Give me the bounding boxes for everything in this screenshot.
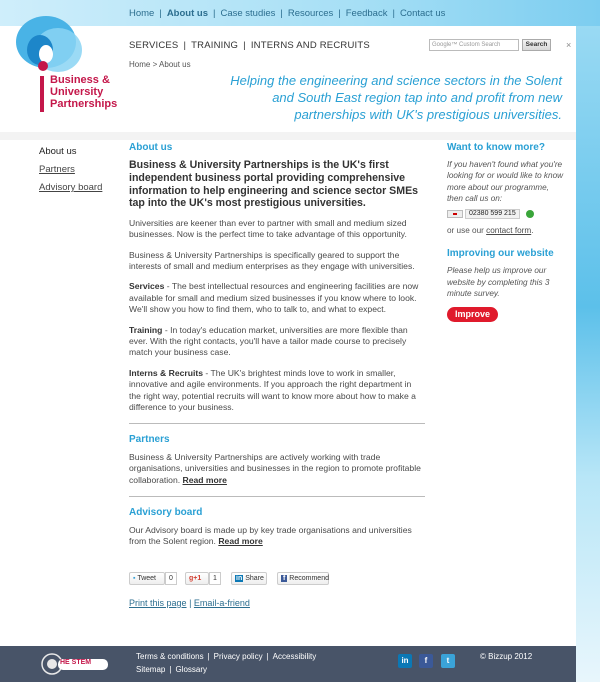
linkedin-icon: in xyxy=(236,575,243,582)
paragraph-1: Universities are keener than ever to partner with small and medium sized businesses. Now is the perfect time to take advantage of this opportunity. xyxy=(129,217,407,240)
side-nav-about-us[interactable]: About us xyxy=(39,146,77,157)
nav-separator: | xyxy=(159,8,162,19)
subnav-training[interactable]: TRAINING xyxy=(191,40,239,51)
linkedin-label: Share xyxy=(245,575,264,582)
side-nav-advisory-board[interactable]: Advisory board xyxy=(39,182,103,193)
nav-case-studies[interactable]: Case studies xyxy=(220,8,276,19)
footer-links-row-2 xyxy=(136,663,316,676)
nav-separator: | xyxy=(392,8,395,19)
footer-separator: | xyxy=(207,652,210,661)
advisory-heading: Advisory board xyxy=(129,507,203,519)
footer-links-row-1 xyxy=(136,650,316,663)
print-links-separator: | xyxy=(189,598,192,608)
logo-line-3: Partnerships xyxy=(50,98,118,110)
search-box xyxy=(429,39,549,51)
lead-paragraph: Business & University Partnerships is the UK's first independent business portal providing comprehensive information to help engineering and science sector SMEs tap into the UK's most prestigious universities. xyxy=(129,159,419,210)
uk-flag-icon xyxy=(447,210,463,218)
search-input[interactable]: Google™ Custom Search xyxy=(429,39,519,51)
search-button[interactable]: Search xyxy=(522,39,551,51)
tweet-button[interactable] xyxy=(129,572,165,585)
interns-paragraph xyxy=(129,368,425,414)
improve-heading: Improving our website xyxy=(447,248,554,260)
footer-links xyxy=(136,650,316,676)
copyright: © Bizzup 2012 xyxy=(480,652,533,661)
tagline: Helping the engineering and science sectors in the Solent and South East region tap into and profit from new partnerships with UK's prestigious universities. xyxy=(230,73,562,122)
logo-line-1: Business & xyxy=(50,74,110,86)
sub-nav xyxy=(129,40,370,51)
right-sidebar xyxy=(447,142,567,322)
know-more-text: If you haven't found what you're looking for or would like to know more about our programme, then call us on: xyxy=(447,160,564,203)
logo-line-2: University xyxy=(50,86,104,98)
footer-sitemap-link[interactable]: Sitemap xyxy=(136,665,166,674)
footer-glossary-link[interactable]: Glossary xyxy=(175,665,207,674)
training-text: - In today's education market, universities are more flexible than ever. With the right contacts, you'll have a tailor made course to precisely match your business case. xyxy=(129,324,408,358)
google-plus-label: +1 xyxy=(193,575,202,582)
side-nav-partners[interactable]: Partners xyxy=(39,164,75,175)
facebook-recommend-button[interactable] xyxy=(277,572,329,585)
linkedin-share-button[interactable] xyxy=(231,572,267,585)
close-icon[interactable]: × xyxy=(566,40,572,50)
phone-widget[interactable] xyxy=(447,209,567,219)
facebook-icon[interactable]: f xyxy=(419,654,433,668)
logo-text[interactable] xyxy=(50,74,117,110)
nav-about-us[interactable]: About us xyxy=(166,8,208,19)
or-use-text: or use our xyxy=(447,226,487,236)
services-paragraph xyxy=(129,281,425,315)
share-bar xyxy=(129,572,389,586)
paragraph-2: Business & University Partnerships is specifically geared to support the interests of small and medium enterprises as they engage with universities. xyxy=(129,249,415,271)
subnav-separator: | xyxy=(183,40,187,51)
header xyxy=(0,0,576,132)
advisory-read-more-link[interactable]: Read more xyxy=(218,535,263,546)
partners-text: Business & University Partnerships are actively working with trade organisations, universities and businesses in the region to promote profitable collaboration. xyxy=(129,451,421,485)
google-plus-icon: g xyxy=(189,575,194,582)
google-plus-button[interactable] xyxy=(185,572,209,585)
footer-terms-link[interactable]: Terms & conditions xyxy=(136,652,204,661)
contact-form-period: . xyxy=(531,226,534,236)
logo-bar xyxy=(40,76,44,112)
contact-form-line xyxy=(447,225,567,236)
footer xyxy=(0,646,576,682)
partners-heading: Partners xyxy=(129,434,170,446)
he-stem-logo-text: HE STEM xyxy=(60,659,92,666)
breadcrumb-current: About us xyxy=(159,60,191,69)
footer-accessibility-link[interactable]: Accessibility xyxy=(272,652,317,661)
facebook-label: Recommend xyxy=(289,575,329,582)
training-label: Training xyxy=(129,324,163,335)
interns-text: - The UK's brightest minds love to work in smaller, innovative and agile environments. If you approach the right department in the right way, potential recruits will want to know more about how to make a difference to your business. xyxy=(129,367,416,413)
services-text: - The best intellectual resources and engineering facilities are now available for small and medium sized businesses if you know where to look. We'll show you how to find them, who to talk to, and what to expect. xyxy=(129,281,419,315)
breadcrumb-home[interactable]: Home xyxy=(129,60,151,69)
nav-separator: | xyxy=(280,8,283,19)
subnav-services[interactable]: SERVICES xyxy=(129,40,179,51)
header-divider xyxy=(0,132,576,140)
nav-home[interactable]: Home xyxy=(129,8,155,19)
email-friend-link[interactable]: Email-a-friend xyxy=(193,598,250,608)
subnav-separator: | xyxy=(243,40,246,51)
main-content xyxy=(129,142,425,556)
partners-read-more-link[interactable]: Read more xyxy=(182,474,227,485)
advisory-paragraph xyxy=(129,525,425,548)
call-icon[interactable] xyxy=(526,210,534,218)
contact-form-link[interactable]: contact form xyxy=(486,226,532,236)
subnav-interns[interactable]: INTERNS AND RECRUITS xyxy=(250,40,370,51)
top-nav xyxy=(129,8,445,22)
improve-button[interactable]: Improve xyxy=(447,307,498,322)
services-label: Services xyxy=(129,281,165,292)
side-nav xyxy=(39,143,102,197)
page-background-edge xyxy=(576,0,600,682)
know-more-heading: Want to know more? xyxy=(447,142,545,153)
google-plus-count: 1 xyxy=(209,572,221,585)
about-heading: About us xyxy=(129,142,173,153)
training-paragraph xyxy=(129,325,425,359)
interns-label: Interns & Recruits xyxy=(129,367,204,378)
nav-resources[interactable]: Resources xyxy=(287,8,334,19)
twitter-bird-icon: ▪ xyxy=(133,575,136,582)
print-page-link[interactable]: Print this page xyxy=(129,598,187,608)
footer-separator: | xyxy=(266,652,269,661)
improve-text: Please help us improve our website by completing this 3 minute survey. xyxy=(447,266,550,298)
nav-contact-us[interactable]: Contact us xyxy=(399,8,446,19)
linkedin-icon[interactable]: in xyxy=(398,654,412,668)
footer-separator: | xyxy=(169,665,172,674)
breadcrumb xyxy=(129,60,191,69)
section-divider xyxy=(129,496,425,497)
print-links xyxy=(129,598,250,608)
footer-privacy-link[interactable]: Privacy policy xyxy=(213,652,263,661)
nav-separator: | xyxy=(338,8,341,19)
facebook-icon: f xyxy=(283,575,286,582)
partners-paragraph xyxy=(129,452,425,486)
section-divider xyxy=(129,423,425,424)
phone-number: 02380 599 215 xyxy=(465,209,520,219)
tweet-label: Tweet xyxy=(137,575,156,582)
nav-feedback[interactable]: Feedback xyxy=(345,8,388,19)
tweet-count: 0 xyxy=(165,572,177,585)
breadcrumb-separator: > xyxy=(150,60,160,69)
twitter-icon[interactable]: t xyxy=(441,654,455,668)
advisory-text: Our Advisory board is made up by key trade organisations and universities from the Solent region. xyxy=(129,524,412,546)
nav-separator: | xyxy=(212,8,216,19)
